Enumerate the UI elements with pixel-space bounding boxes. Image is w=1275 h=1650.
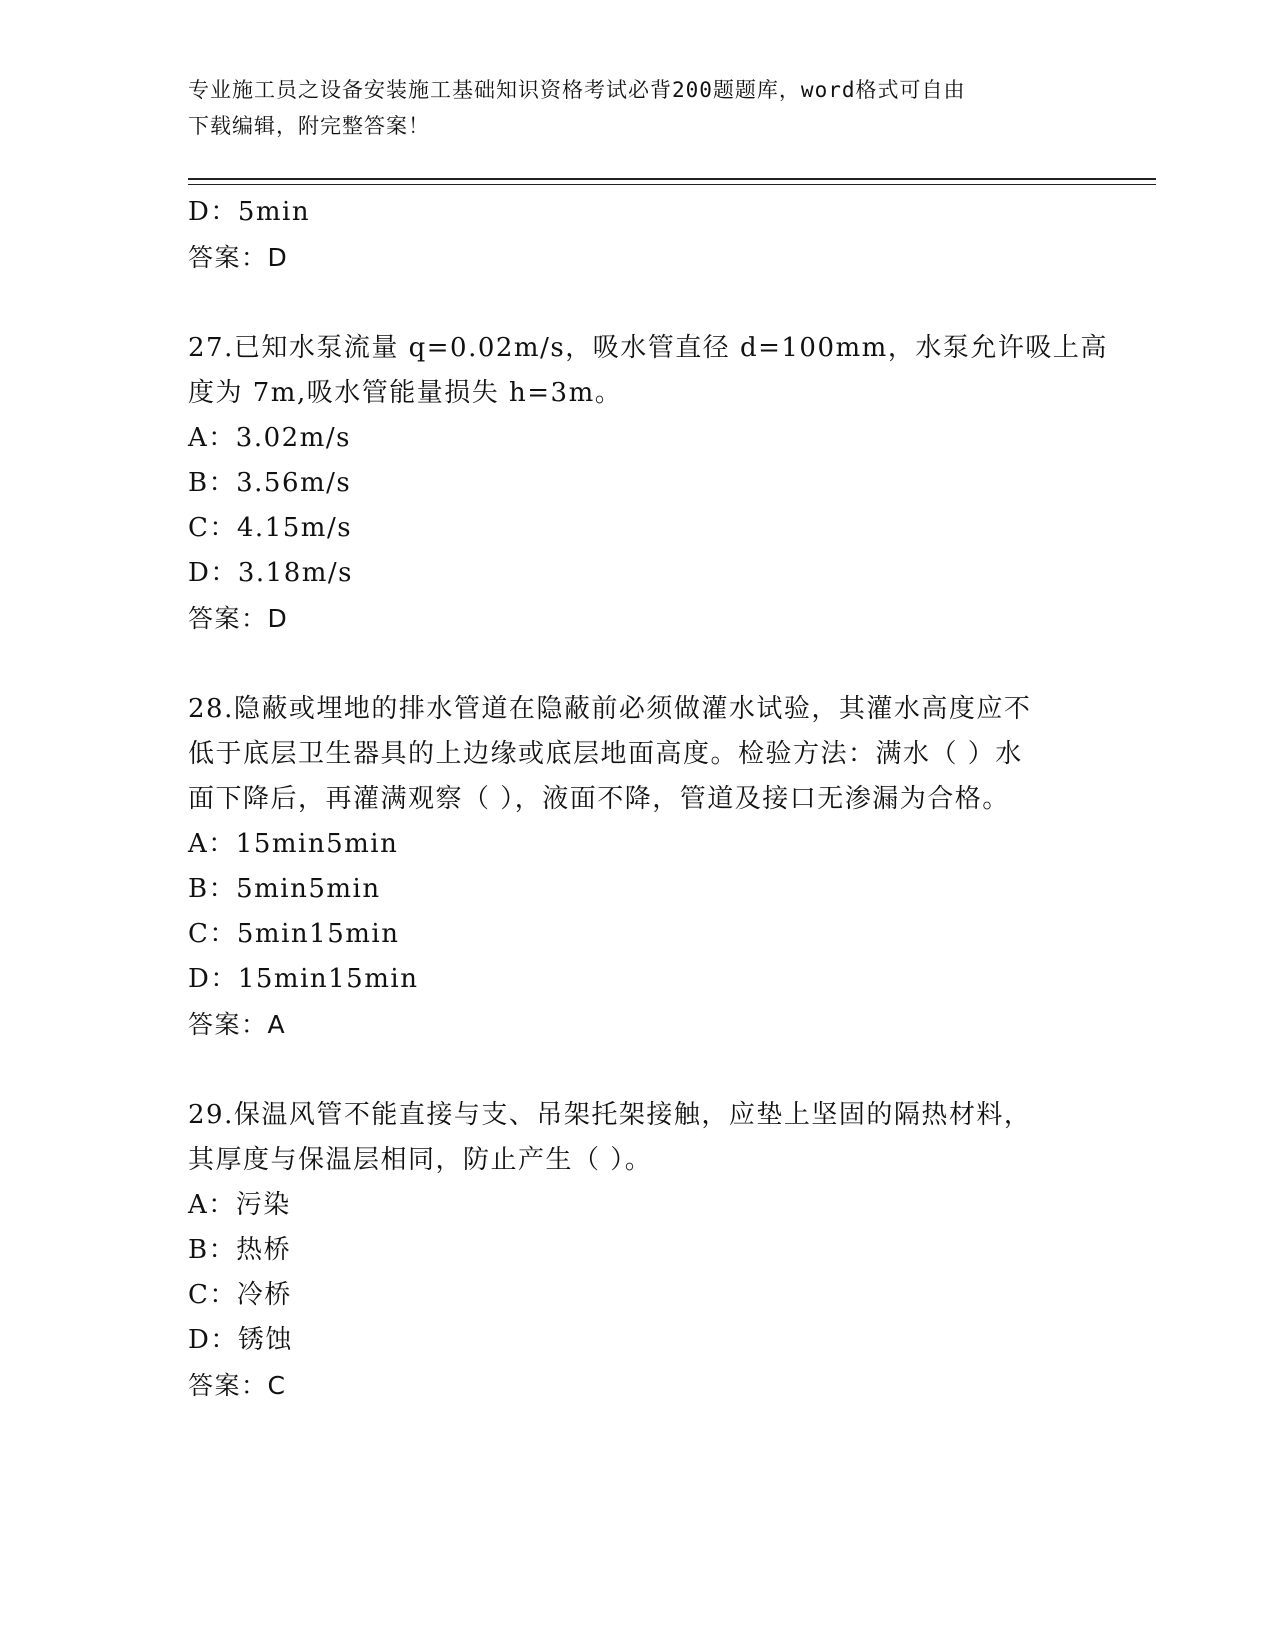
- question-27: [188, 326, 1108, 641]
- question-29-option-a: A：污染: [188, 1190, 291, 1220]
- question-28: [188, 687, 1088, 1047]
- page-header: [188, 72, 1088, 144]
- header-line-2: 下载编辑，附完整答案！: [188, 114, 430, 138]
- question-29-option-b: B：热桥: [188, 1235, 292, 1265]
- question-29-line-2: 其厚度与保温层相同，防止产生（ ）。: [188, 1145, 653, 1175]
- header-rule-thin: [188, 184, 1156, 185]
- question-29-option-d: D：锈蚀: [188, 1325, 293, 1355]
- question-content: [188, 190, 1108, 1408]
- question-28-line-2: 低于底层卫生器具的上边缘或底层地面高度。检验方法：满水（ ）水: [188, 739, 1023, 769]
- question-28-option-b: B：5min5min: [188, 874, 381, 904]
- question-28-option-c: C：5min15min: [188, 919, 400, 949]
- question-28-option-d: D：15min15min: [188, 964, 419, 994]
- prev-option-d: D：5min: [188, 197, 311, 227]
- prev-answer: 答案：D: [188, 243, 289, 272]
- question-27-answer: 答案：D: [188, 604, 289, 633]
- question-28-line-1: 28.隐蔽或埋地的排水管道在隐蔽前必须做灌水试验，其灌水高度应不: [188, 694, 1032, 724]
- question-27-option-d: D：3.18m/s: [188, 558, 353, 588]
- question-28-answer: 答案：A: [188, 1010, 287, 1039]
- question-27-option-b: B：3.56m/s: [188, 468, 352, 498]
- question-29-answer: 答案：C: [188, 1371, 287, 1400]
- question-29-line-1: 29.保温风管不能直接与支、吊架托架接触，应垫上坚固的隔热材料，: [188, 1100, 1032, 1130]
- question-28-option-a: A：15min5min: [188, 829, 399, 859]
- question-29: [188, 1093, 1088, 1408]
- header-rule-thick: [188, 178, 1156, 180]
- header-line-1: 专业施工员之设备安装施工基础知识资格考试必背200题题库，word格式可自由: [188, 78, 966, 102]
- question-27-line-1: 27.已知水泵流量 q=0.02m/s，吸水管直径 d=100mm，水泵允许吸上高: [188, 333, 1108, 363]
- question-27-line-2: 度为 7m,吸水管能量损失 h=3m。: [188, 378, 623, 408]
- question-27-option-c: C：4.15m/s: [188, 513, 353, 543]
- question-28-line-3: 面下降后，再灌满观察（ ），液面不降，管道及接口无渗漏为合格。: [188, 784, 1010, 814]
- question-29-option-c: C：冷桥: [188, 1280, 292, 1310]
- question-27-option-a: A：3.02m/s: [188, 423, 351, 453]
